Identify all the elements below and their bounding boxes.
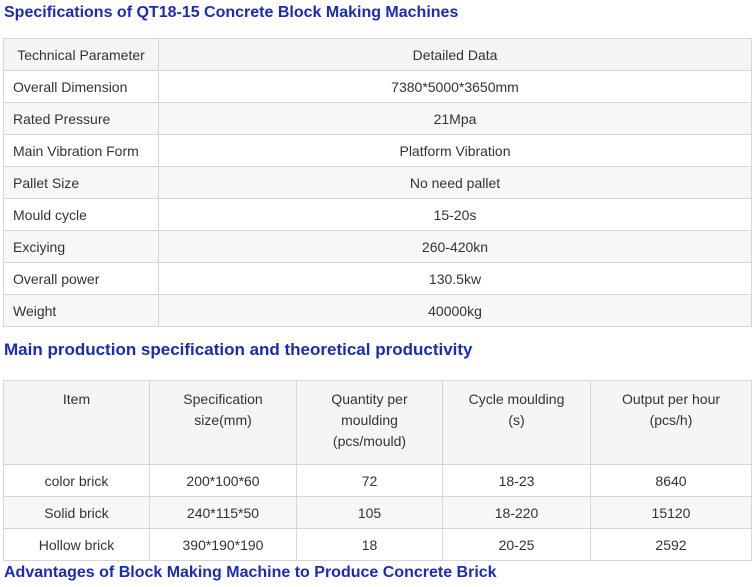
spec-table <box>3 38 752 327</box>
param-value: 15-20s <box>159 199 752 231</box>
header-quantity-per-moulding: Quantity per moulding (pcs/mould) <box>297 381 443 465</box>
header-specification-size: Specification size(mm) <box>150 381 297 465</box>
cell-output: 8640 <box>591 465 752 497</box>
cell-output: 15120 <box>591 497 752 529</box>
cell-item: color brick <box>4 465 150 497</box>
header-output-per-hour: Output per hour (pcs/h) <box>591 381 752 465</box>
table-row <box>4 295 752 327</box>
production-section-title: Main production specification and theoretical productivity <box>4 340 473 359</box>
header-item: Item <box>4 381 150 465</box>
param-name: Main Vibration Form <box>4 135 159 167</box>
cell-size: 240*115*50 <box>150 497 297 529</box>
table-row <box>4 263 752 295</box>
advantages-section-title: Advantages of Block Making Machine to Produce Concrete Brick <box>4 564 497 581</box>
table-row <box>4 231 752 263</box>
table-row <box>4 103 752 135</box>
table-row <box>4 167 752 199</box>
cell-size: 200*100*60 <box>150 465 297 497</box>
param-value: 260-420kn <box>159 231 752 263</box>
param-name: Overall power <box>4 263 159 295</box>
param-value: No need pallet <box>159 167 752 199</box>
cell-quantity: 18 <box>297 529 443 561</box>
param-name: Exciying <box>4 231 159 263</box>
header-technical-parameter: Technical Parameter <box>4 39 159 71</box>
cell-quantity: 72 <box>297 465 443 497</box>
production-table <box>3 380 752 561</box>
table-header-row <box>4 381 752 465</box>
cell-cycle: 18-23 <box>443 465 591 497</box>
header-cycle-moulding: Cycle moulding (s) <box>443 381 591 465</box>
table-header-row <box>4 39 752 71</box>
param-name: Overall Dimension <box>4 71 159 103</box>
header-detailed-data: Detailed Data <box>159 39 752 71</box>
cell-output: 2592 <box>591 529 752 561</box>
param-name: Mould cycle <box>4 199 159 231</box>
spec-section-title: Specifications of QT18-15 Concrete Block Making Machines <box>4 4 459 21</box>
cell-size: 390*190*190 <box>150 529 297 561</box>
table-row <box>4 135 752 167</box>
param-name: Rated Pressure <box>4 103 159 135</box>
table-row <box>4 199 752 231</box>
param-value: 40000kg <box>159 295 752 327</box>
cell-cycle: 20-25 <box>443 529 591 561</box>
cell-item: Hollow brick <box>4 529 150 561</box>
param-name: Pallet Size <box>4 167 159 199</box>
param-name: Weight <box>4 295 159 327</box>
param-value: 21Mpa <box>159 103 752 135</box>
cell-cycle: 18-220 <box>443 497 591 529</box>
param-value: 7380*5000*3650mm <box>159 71 752 103</box>
table-row <box>4 465 752 497</box>
table-row <box>4 71 752 103</box>
param-value: Platform Vibration <box>159 135 752 167</box>
cell-item: Solid brick <box>4 497 150 529</box>
cell-quantity: 105 <box>297 497 443 529</box>
param-value: 130.5kw <box>159 263 752 295</box>
table-row <box>4 529 752 561</box>
table-row <box>4 497 752 529</box>
